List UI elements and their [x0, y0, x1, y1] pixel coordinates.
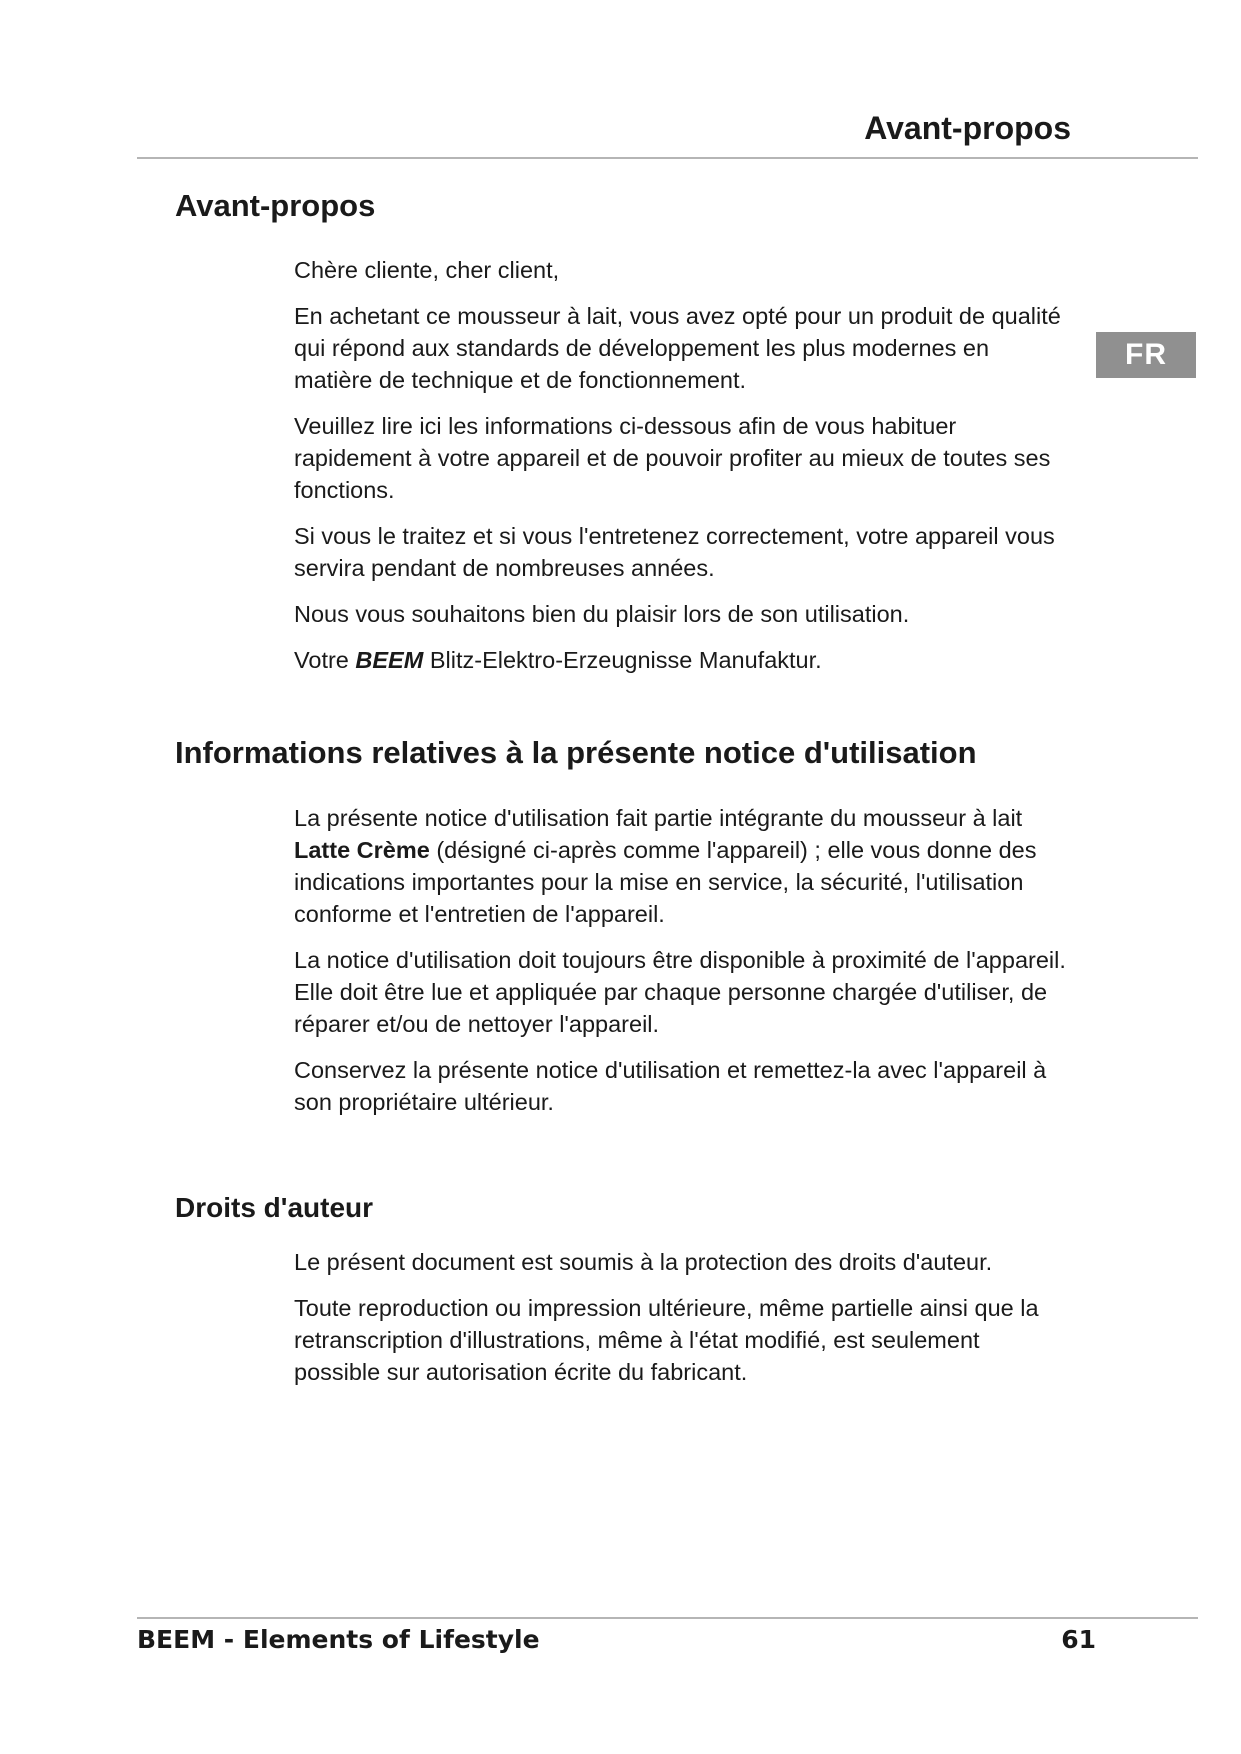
footer-brand: BEEM - Elements of Lifestyle	[137, 1625, 540, 1654]
foreword-heading: Avant-propos	[175, 188, 376, 223]
foreword-paragraph: Nous vous souhaitons bien du plaisir lors de son utilisation.	[294, 601, 910, 627]
greeting: Chère cliente, cher client,	[294, 257, 560, 283]
brand-name: BEEM	[355, 647, 424, 673]
signature-suffix: Blitz-Elektro-Erzeugnisse Manufaktur.	[429, 647, 822, 673]
copyright-paragraph: Toute reproduction ou impression ultérieure, même partielle ainsi que la retranscription d'illustrations, même à l'état modifié, est seulement possible sur autorisation écrite du fabricant.	[294, 1295, 1039, 1385]
language-tab: FR	[1096, 332, 1196, 378]
page-number: 61	[1061, 1625, 1096, 1654]
info-text-end: (désigné ci-après comme l'appareil) ; elle vous donne des indications importantes pour la mise en service, la sécurité, l'utilisation conforme et l'entretien de l'appareil.	[294, 837, 1037, 927]
signature-prefix: Votre	[294, 647, 349, 673]
info-paragraph: Conservez la présente notice d'utilisation et remettez-la avec l'appareil à son propriétaire ultérieur.	[294, 1057, 1047, 1115]
page-header-title: Avant-propos	[864, 110, 1071, 146]
copyright-heading: Droits d'auteur	[175, 1192, 374, 1223]
footer-divider	[137, 1617, 1198, 1619]
info-text-start: La présente notice d'utilisation fait partie intégrante du mousseur à lait	[294, 805, 1023, 831]
foreword-paragraph: Veuillez lire ici les informations ci-dessous afin de vous habituer rapidement à votre appareil et de pouvoir profiter au mieux de toutes ses fonctions.	[294, 413, 1051, 503]
foreword-body	[294, 254, 1070, 690]
info-heading: Informations relatives à la présente notice d'utilisation	[175, 735, 977, 770]
foreword-paragraph: Si vous le traitez et si vous l'entretenez correctement, votre appareil vous servira pendant de nombreuses années.	[294, 523, 1055, 581]
signature	[294, 644, 1070, 676]
copyright-paragraph: Le présent document est soumis à la protection des droits d'auteur.	[294, 1249, 993, 1275]
foreword-paragraph: En achetant ce mousseur à lait, vous avez opté pour un produit de qualité qui répond aux standards de développement les plus modernes en matière de technique et de fonctionnement.	[294, 303, 1061, 393]
info-body	[294, 802, 1070, 1132]
header-divider	[137, 157, 1198, 159]
info-paragraph: La notice d'utilisation doit toujours être disponible à proximité de l'appareil. Elle doit être lue et appliquée par chaque personne chargée d'utiliser, de réparer et/ou de nettoyer l'appareil.	[294, 947, 1066, 1037]
info-paragraph	[294, 802, 1070, 930]
copyright-body	[294, 1246, 1070, 1402]
product-name: Latte Crème	[294, 837, 430, 863]
